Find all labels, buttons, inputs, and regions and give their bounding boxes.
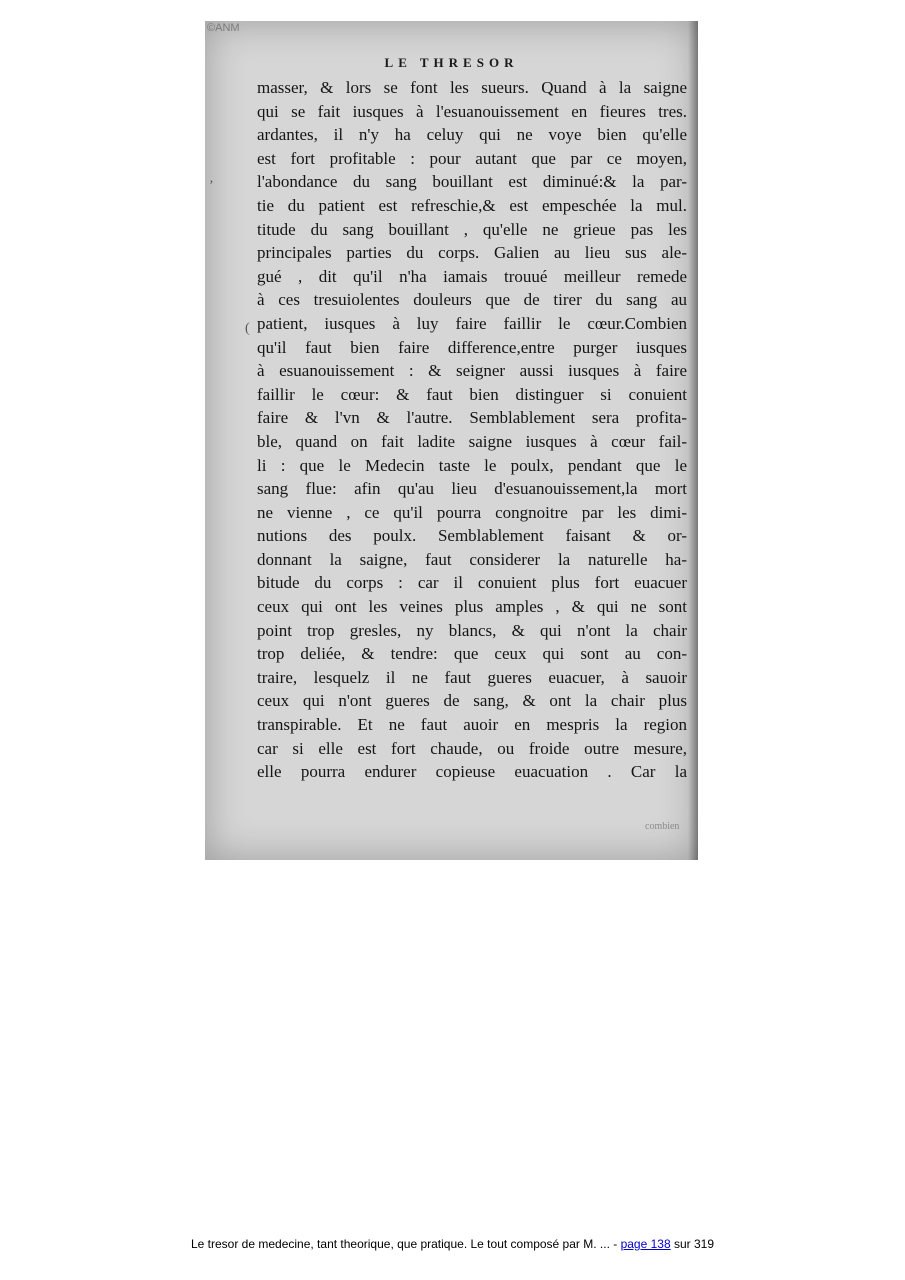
catchword: combien: [645, 821, 680, 832]
text-line: faire & l'vn & l'autre. Semblablement sera profita-: [257, 408, 687, 428]
text-line: faillir le cœur: & faut bien distinguer si conuient: [257, 384, 687, 404]
text-line: titude du sang bouillant , qu'elle ne grieue pas les: [257, 219, 687, 239]
text-line: donnant la saigne, faut considerer la naturelle ha-: [257, 549, 687, 569]
text-line: ardantes, il n'y ha celuy qui ne voye bien qu'elle: [257, 125, 687, 145]
text-line: principales parties du corps. Galien au lieu sus ale-: [257, 243, 687, 263]
running-head: LE THRESOR: [384, 55, 519, 70]
text-line: qu'il faut bien faire difference,entre purger iusques: [257, 337, 687, 357]
text-line: car si elle est fort chaude, ou froide outre mesure,: [257, 738, 687, 758]
text-line: trop deliée, & tendre: que ceux qui sont au con-: [257, 644, 687, 664]
text-line: li : que le Medecin taste le poulx, pendant que le: [257, 455, 687, 475]
footer-page-total: sur 319: [670, 1237, 714, 1251]
text-line: ne vienne , ce qu'il pourra congnoitre par les dimi-: [257, 502, 687, 522]
page-footer: [0, 1237, 905, 1251]
margin-mark: ‚: [209, 171, 214, 186]
text-line: masser, & lors se font les sueurs. Quand à la saigne: [257, 78, 687, 97]
page-scan-image: [205, 21, 698, 860]
text-line: transpirable. Et ne faut auoir en mespris la region: [257, 715, 687, 735]
page-link[interactable]: page 138: [620, 1237, 671, 1251]
text-line: l'abondance du sang bouillant est diminué:& la par-: [257, 172, 687, 192]
margin-mark: (: [245, 321, 250, 336]
text-line: est fort profitable : pour autant que par ce moyen,: [257, 148, 687, 168]
text-line: qui se fait iusques à l'esuanouissement en fieures tres.: [257, 101, 687, 121]
text-line: point trop gresles, ny blancs, & qui n'ont la chair: [257, 620, 687, 640]
text-line: bitude du corps : car il conuient plus fort euacuer: [257, 573, 687, 593]
text-line: patient, iusques à luy faire faillir le cœur.Combien: [257, 313, 687, 333]
text-line: tie du patient est refreschie,& est empeschée la mul.: [257, 195, 687, 215]
text-line: à esuanouissement : & seigner aussi iusques à faire: [257, 361, 687, 381]
text-line: gué , dit qu'il n'ha iamais trouué meilleur remede: [257, 266, 687, 286]
text-line: elle pourra endurer copieuse euacuation . Car la: [257, 762, 687, 782]
text-line: sang flue: afin qu'au lieu d'esuanouissement,la mort: [257, 479, 687, 499]
page-text: [257, 76, 687, 784]
text-line: nutions des poulx. Semblablement faisant & or-: [257, 526, 687, 546]
text-line: à ces tresuiolentes douleurs que de tirer du sang au: [257, 290, 687, 310]
text-line: ceux qui ont les veines plus amples , & qui ne sont: [257, 597, 687, 617]
text-line: ble, quand on fait ladite saigne iusques à cœur fail-: [257, 431, 687, 451]
text-line: ceux qui n'ont gueres de sang, & ont la chair plus: [257, 691, 687, 711]
footer-book-title: Le tresor de medecine, tant theorique, que pratique. Le tout composé par M. ... -: [190, 1237, 621, 1251]
text-line: traire, lesquelz il ne faut gueres euacuer, à sauoir: [257, 667, 687, 687]
watermark: ©ANM: [207, 22, 240, 34]
